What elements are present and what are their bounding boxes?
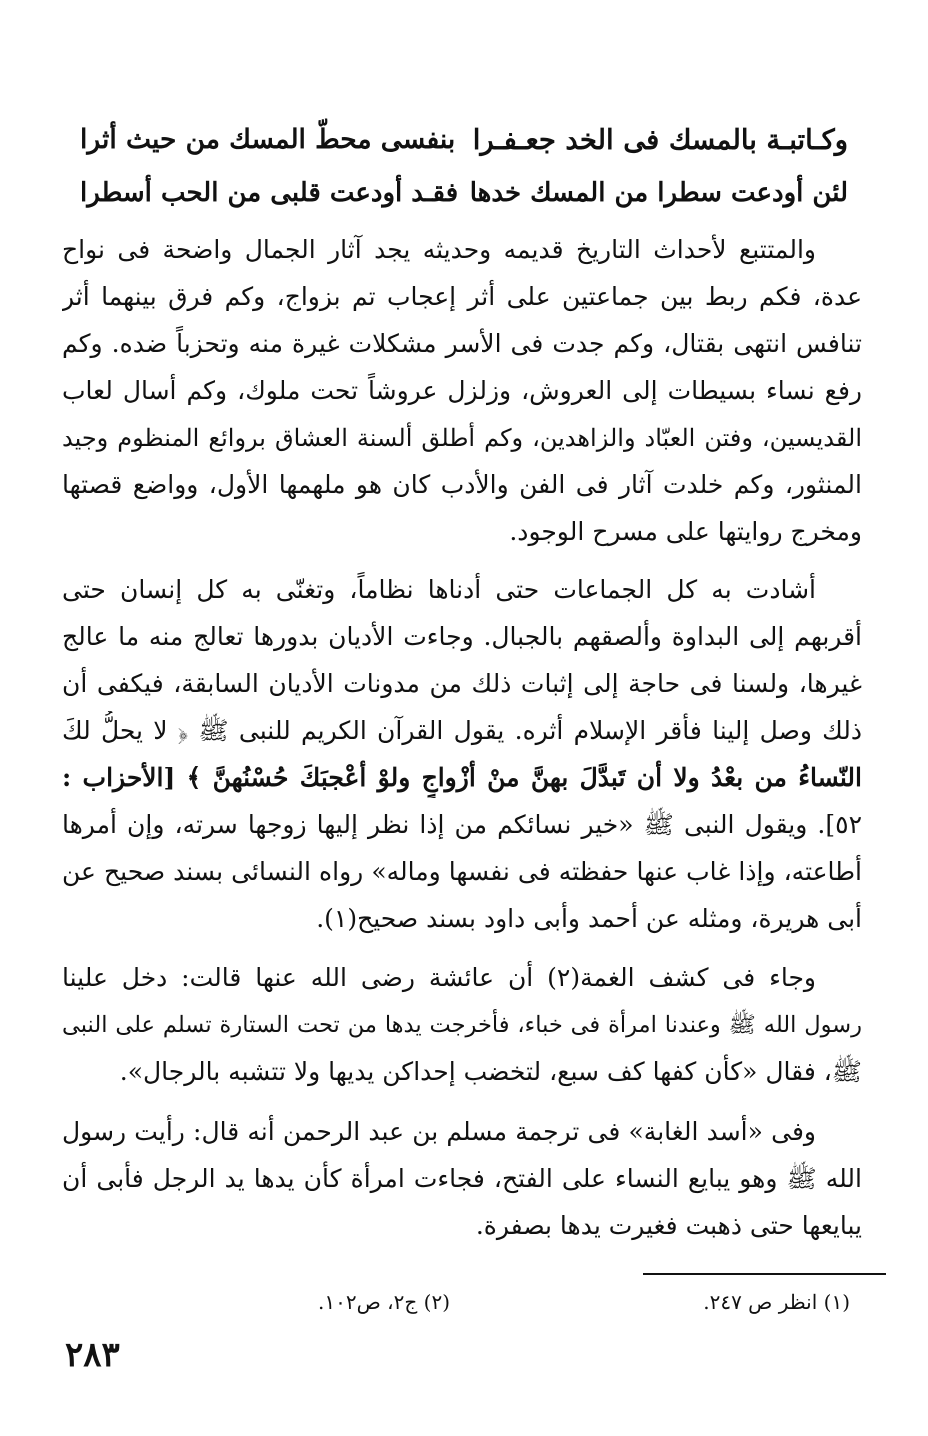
body-line: أبى هريرة، ومثله عن أحمد وأبى داود بسند صحيح(١). <box>316 904 862 933</box>
footnote-1: (١) انظر ص ٢٤٧. <box>703 1290 850 1314</box>
verse-2-second-hemistich: فقـد أودعت قلبى من الحب أسطرا <box>80 178 459 208</box>
body-line: ٥٢]. ويقول النبى ﷺ «خير نسائكم من إذا نظر إليها زوجها سرته، وإن أمرها <box>62 810 862 839</box>
body-line: أقربهم إلى البداوة وألصقهم بالجبال. وجاءت الأديان بدورها تعالج منه ما عالج <box>62 622 862 651</box>
body-line: أطاعته، وإذا غاب عنها حفظته فى نفسها وماله» رواه النسائى بسند صحيح عن <box>62 857 862 886</box>
body-line: ومخرج روايتها على مسرح الوجود. <box>509 517 862 546</box>
body-line: وفى «أسد الغابة» فى ترجمة مسلم بن عبد الرحمن أنه قال: رأيت رسول <box>62 1117 816 1146</box>
body-line: رفع نساء بسيطات إلى العروش، وزلزل عروشاً تحت ملوك، وكم أسال لعاب <box>62 376 862 405</box>
body-line: المنثور، وكم خلدت آثار فى الفن والأدب كان هو ملهمها الأول، وواضع قصتها <box>62 470 862 499</box>
verse-2-first-hemistich: لئن أودعت سطرا من المسك خدها <box>469 178 848 208</box>
body-line: الله ﷺ وهو يبايع النساء على الفتح، فجاءت امرأة كأن يدها يد الرجل فأبى أن <box>62 1164 862 1193</box>
body-line: رسول الله ﷺ وعندنا امرأة فى خباء، فأخرجت يدها من تحت الستارة تسلم على النبى <box>62 1012 862 1038</box>
body-line: ﷺ، فقال «كأن كفها كف سبع، لتخضب إحداكن يديها ولا تتشبه بالرجال». <box>119 1057 862 1086</box>
body-line: والمتتبع لأحداث التاريخ قديمه وحديثه يجد آثار الجمال واضحة فى نواح <box>62 235 816 264</box>
verse-1-first-hemistich: وكـاتبـة بالمسك فى الخد جعـفـرا <box>472 124 848 156</box>
poem-verse-1 <box>64 118 864 170</box>
body-line: عدة، فكم ربط بين جماعتين على أثر إعجاب تم بزواج، وكم فرق بينهما أثر <box>62 282 862 311</box>
body-line: يبايعها حتى ذهبت فغيرت يدها بصفرة. <box>475 1211 862 1240</box>
footnote-2: (٢) ج٢، ص١٠٢. <box>318 1290 450 1314</box>
body-line: وجاء فى كشف الغمة(٢) أن عائشة رضى الله عنها قالت: دخل علينا <box>62 963 816 992</box>
poem-verse-2 <box>64 172 864 224</box>
body-line: القديسين، وفتن العبّاد والزاهدين، وكم أطلق ألسنة العشاق بروائع المنظوم وجيد <box>62 424 862 452</box>
verse-1-second-hemistich: بنفسى محطّ المسك من حيث أثرا <box>80 124 456 155</box>
page-number: ٢٨٣ <box>65 1335 120 1375</box>
body-line: أشادت به كل الجماعات حتى أدناها نظاماً، وتغنّى به كل إنسان حتى <box>62 575 816 604</box>
body-line: تنافس انتهى بقتال، وكم جدت فى الأسر مشكلات غيرة منه وتحزباً ضده. وكم <box>62 329 862 358</box>
body-line: ذلك وصل إلينا فأقر الإسلام أثره. يقول القرآن الكريم للنبى ﷺ ﴿ لا يحلُّ لكَ <box>62 716 862 745</box>
quran-verse-line: النّساءُ من بعْدُ ولا أن تَبدَّلَ بهنَّ منْ أزْواجٍ ولوْ أعْجبَكَ حُسْنُهنَّ ﴾ [الأحزاب : <box>62 763 862 792</box>
body-line: غيرها، ولسنا فى حاجة إلى إثبات ذلك من مدونات الأديان السابقة، فيكفى أن <box>62 669 862 698</box>
footnote-separator <box>643 1273 886 1275</box>
